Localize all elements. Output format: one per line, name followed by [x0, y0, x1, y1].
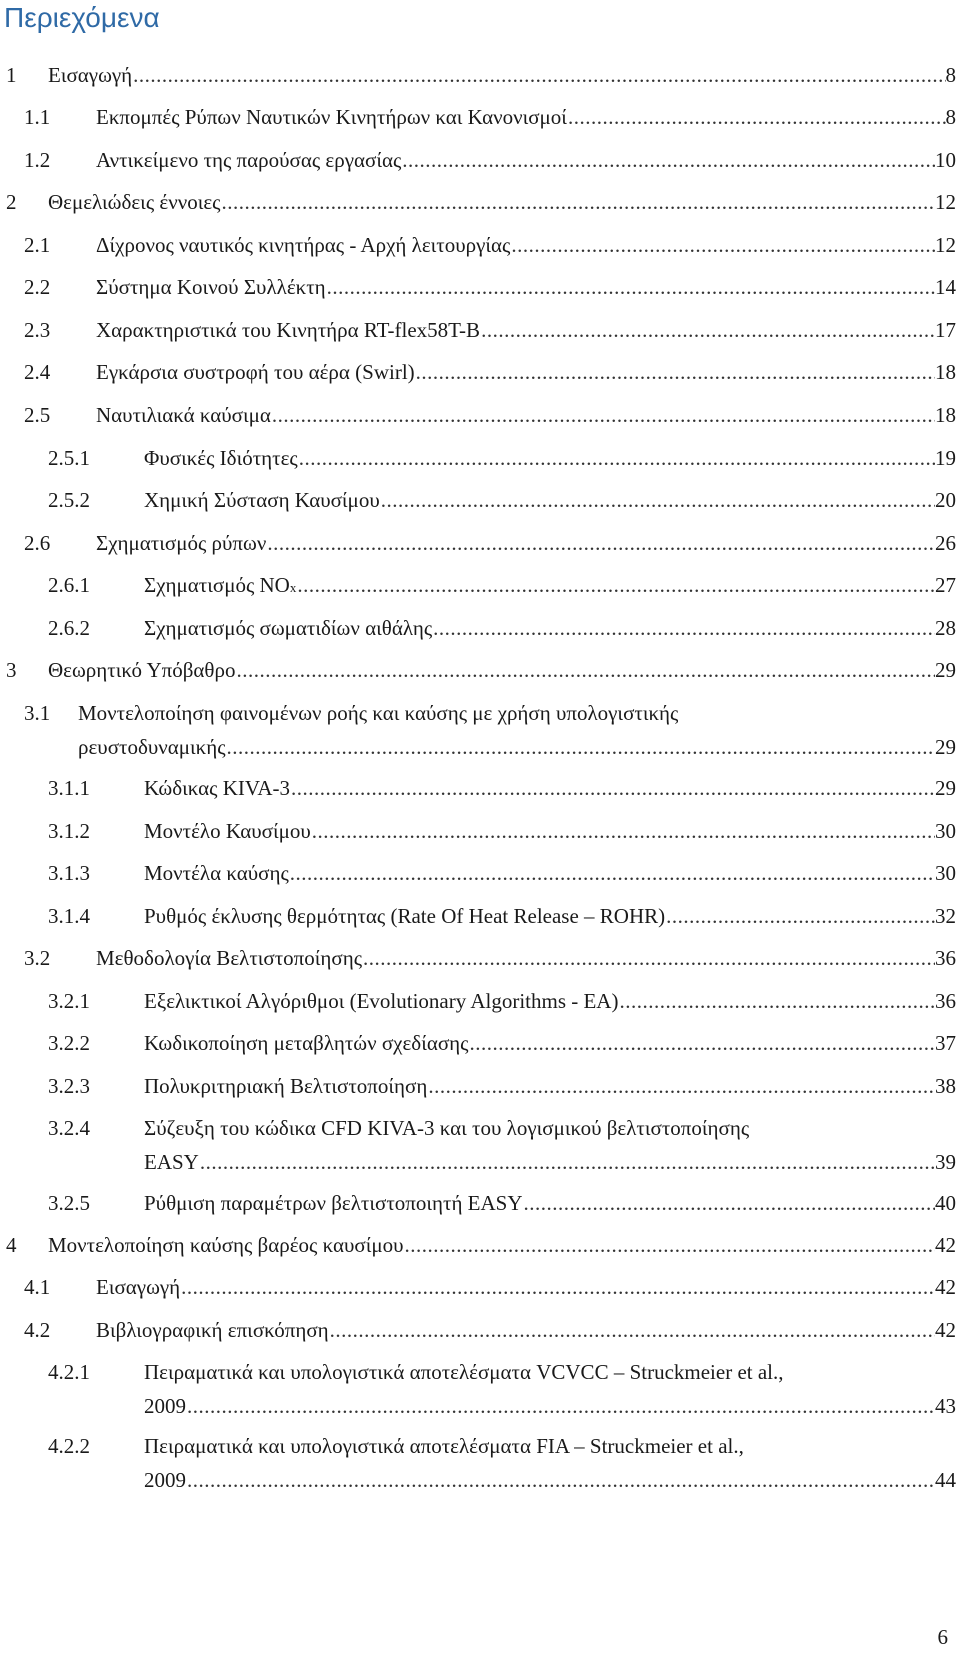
toc-entry-number: 3.1.4 [48, 904, 90, 928]
toc-entry-title: 2009 [144, 1468, 186, 1492]
toc-dot-leader [480, 315, 935, 345]
toc-entry[interactable] [0, 698, 960, 764]
toc-entry-title: Βιβλιογραφική επισκόπηση [96, 1318, 329, 1342]
toc-entry[interactable] [0, 102, 960, 132]
toc-entry-number: 3.1.3 [48, 861, 90, 885]
toc-entry-number: 3.2.3 [48, 1074, 90, 1098]
toc-entry-number: 3.2.2 [48, 1031, 90, 1055]
toc-entry-page: 20 [935, 488, 956, 512]
toc-dot-leader [510, 230, 935, 260]
toc-dot-leader [618, 986, 935, 1016]
toc-entry-title: Πολυκριτηριακή Βελτιστοποίηση [144, 1074, 428, 1098]
toc-dot-leader [432, 613, 935, 643]
toc-entry[interactable] [0, 1188, 960, 1218]
toc-entry-number: 3.1.2 [48, 819, 90, 843]
toc-dot-leader [298, 443, 935, 473]
toc-entry-title: Ναυτιλιακά καύσιμα [96, 403, 271, 427]
toc-entry-number: 4.2 [24, 1318, 51, 1342]
toc-entry[interactable] [0, 613, 960, 643]
toc-dot-leader [311, 816, 935, 846]
toc-entry-page: 43 [935, 1394, 956, 1418]
toc-dot-leader [523, 1188, 935, 1218]
toc-entry[interactable] [0, 443, 960, 473]
toc-entry-page: 29 [935, 735, 956, 759]
toc-entry-page: 38 [935, 1074, 956, 1098]
toc-entry[interactable] [0, 570, 960, 600]
toc-entry-title: Χαρακτηριστικά του Κινητήρα RT-flex58T-B [96, 318, 481, 342]
toc-entry-title: Μοντέλα καύσης [144, 861, 289, 885]
toc-entry-page: 10 [935, 148, 956, 172]
toc-dot-leader [289, 858, 935, 888]
toc-entry-title: Κωδικοποίηση μεταβλητών σχεδίασης [144, 1031, 469, 1055]
toc-entry[interactable] [0, 1071, 960, 1101]
toc-entry[interactable] [0, 1315, 960, 1345]
toc-entry[interactable] [0, 528, 960, 558]
toc-entry-page: 42 [935, 1275, 956, 1299]
toc-entry-title: 2009 [144, 1394, 186, 1418]
toc-dot-leader [362, 943, 935, 973]
toc-entry[interactable] [0, 773, 960, 803]
toc-entry-number: 2.2 [24, 275, 51, 299]
toc-entry-title: Πειραματικά και υπολογιστικά αποτελέσματα FIA – Struckmeier et al., [144, 1434, 744, 1458]
toc-entry[interactable] [0, 816, 960, 846]
toc-dot-leader [132, 60, 945, 90]
toc-dot-leader [226, 732, 935, 762]
toc-dot-leader [186, 1465, 935, 1495]
toc-entry-page: 39 [935, 1150, 956, 1174]
toc-dot-leader [180, 1272, 935, 1302]
toc-entry-number: 3.2 [24, 946, 51, 970]
toc-entry-page: 30 [935, 819, 956, 843]
toc-dot-leader [567, 102, 946, 132]
toc-entry-number: 4.2.1 [48, 1360, 90, 1384]
toc-entry-page: 30 [935, 861, 956, 885]
page-title: Περιεχόμενα [4, 2, 160, 33]
toc-entry-number: 2.1 [24, 233, 51, 257]
toc-entry-page: 42 [935, 1318, 956, 1342]
toc-entry-number: 4.1 [24, 1275, 51, 1299]
toc-entry[interactable] [0, 986, 960, 1016]
toc-entry-number: 2.3 [24, 318, 51, 342]
toc-entry-title: Ρυθμός έκλυσης θερμότητας (Rate Of Heat Release – ROHR) [144, 904, 666, 928]
toc-entry-number: 3.1 [24, 701, 51, 725]
toc-entry-number: 2.5 [24, 403, 51, 427]
toc-dot-leader [665, 901, 935, 931]
toc-entry[interactable] [0, 943, 960, 973]
toc-entry-title: Δίχρονος ναυτικός κινητήρας - Αρχή λειτουργίας [96, 233, 511, 257]
toc-entry[interactable] [0, 1272, 960, 1302]
toc-dot-leader [427, 1071, 935, 1101]
toc-entry-page: 29 [935, 776, 956, 800]
toc-dot-leader [235, 655, 935, 685]
toc-entry[interactable] [0, 485, 960, 515]
toc-entry-page: 17 [935, 318, 956, 342]
toc-entry-number: 3.2.4 [48, 1116, 90, 1140]
toc-entry-title: Κώδικας KIVA-3 [144, 776, 290, 800]
toc-entry-page: 27 [935, 573, 956, 597]
toc-entry[interactable] [0, 315, 960, 345]
toc-entry-page: 37 [935, 1031, 956, 1055]
toc-entry-number: 1.2 [24, 148, 51, 172]
toc-entry-title: Μοντελοποίηση καύσης βαρέος καυσίμου [48, 1233, 404, 1257]
toc-entry-title: Εγκάρσια συστροφή του αέρα (Swirl) [96, 360, 415, 384]
toc-entry-title: Μοντελοποίηση φαινομένων ροής και καύσης με χρήση υπολογιστικής [78, 701, 679, 725]
toc-entry-number: 3.2.1 [48, 989, 90, 1013]
toc-entry-number: 2.6 [24, 531, 51, 555]
toc-entry-page: 12 [935, 233, 956, 257]
toc-entry-number: 2.6.2 [48, 616, 90, 640]
toc-entry-subscript: x [289, 580, 297, 595]
toc-entry-title: Σχηματισμός ρύπων [96, 531, 267, 555]
toc-entry-page: 18 [935, 360, 956, 384]
toc-entry-page: 18 [935, 403, 956, 427]
toc-entry[interactable] [0, 145, 960, 175]
toc-entry-title: ρευστοδυναμικής [78, 735, 226, 759]
toc-entry-number: 4 [6, 1233, 17, 1257]
toc-dot-leader [468, 1028, 935, 1058]
toc-entry-title: Θεμελιώδεις έννοιες [48, 190, 221, 214]
toc-entry-number: 1 [6, 63, 17, 87]
toc-entry-page: 14 [935, 275, 956, 299]
toc-entry-page: 19 [935, 446, 956, 470]
toc-entry-page: 36 [935, 989, 956, 1013]
toc-entry-title: Πειραματικά και υπολογιστικά αποτελέσματα VCVCC – Struckmeier et al., [144, 1360, 784, 1384]
toc-entry-page: 36 [935, 946, 956, 970]
toc-entry[interactable] [0, 1230, 960, 1260]
toc-entry-page: 42 [935, 1233, 956, 1257]
toc-entry-title: Σχηματισμός NO [144, 573, 290, 597]
toc-entry-title: Ρύθμιση παραμέτρων βελτιστοποιητή EASY [144, 1191, 523, 1215]
toc-entry-page: 40 [935, 1191, 956, 1215]
toc-entry-page: 12 [935, 190, 956, 214]
toc-entry-number: 3.2.5 [48, 1191, 90, 1215]
toc-entry-page: 32 [935, 904, 956, 928]
toc-entry-title: Χημική Σύσταση Καυσίμου [144, 488, 380, 512]
toc-entry-title: Σύζευξη του κώδικα CFD KIVA-3 και του λογισμικού βελτιστοποίησης [144, 1116, 750, 1140]
toc-entry-number: 2.5.1 [48, 446, 90, 470]
toc-entry[interactable] [0, 1431, 960, 1497]
toc-entry-title: Μοντέλο Καυσίμου [144, 819, 311, 843]
toc-entry-title: Θεωρητικό Υπόβαθρο [48, 658, 236, 682]
toc-entry-title: Εισαγωγή [48, 63, 133, 87]
toc-entry-title: EASY [144, 1150, 199, 1174]
toc-entry-number: 3.1.1 [48, 776, 90, 800]
toc-entry-number: 1.1 [24, 105, 51, 129]
toc-entry-title: Εισαγωγή [96, 1275, 181, 1299]
toc-entry[interactable] [0, 187, 960, 217]
toc-entry[interactable] [0, 1113, 960, 1179]
toc-dot-leader [329, 1315, 935, 1345]
toc-entry-page: 26 [935, 531, 956, 555]
toc-entry[interactable] [0, 858, 960, 888]
page-number: 6 [937, 1625, 948, 1649]
toc-entry-title: Μεθοδολογία Βελτιστοποίησης [96, 946, 363, 970]
toc-dot-leader [404, 1230, 935, 1260]
toc-entry[interactable] [0, 1357, 960, 1423]
toc-dot-leader [326, 272, 935, 302]
toc-dot-leader [415, 357, 935, 387]
toc-dot-leader [290, 773, 935, 803]
toc-entry-number: 2 [6, 190, 17, 214]
toc-dot-leader [266, 528, 935, 558]
toc-dot-leader [380, 485, 935, 515]
toc-dot-leader [199, 1147, 935, 1177]
toc-entry-title: Εκπομπές Ρύπων Ναυτικών Κινητήρων και Κανονισμοί [96, 105, 567, 129]
toc-dot-leader [401, 145, 935, 175]
toc-entry-page: 8 [945, 105, 956, 129]
toc-entry[interactable] [0, 357, 960, 387]
toc-dot-leader [271, 400, 935, 430]
toc-entry-number: 2.5.2 [48, 488, 90, 512]
toc-dot-leader [186, 1391, 935, 1421]
toc-entry-title: Σχηματισμός σωματιδίων αιθάλης [144, 616, 433, 640]
toc-entry-number: 4.2.2 [48, 1434, 90, 1458]
toc-entry-page: 44 [935, 1468, 956, 1492]
toc-entry-title: Σύστημα Κοινού Συλλέκτη [96, 275, 326, 299]
toc-entry-page: 29 [935, 658, 956, 682]
toc-entry[interactable] [0, 1028, 960, 1058]
toc-entry[interactable] [0, 901, 960, 931]
toc-entry-page: 8 [945, 63, 956, 87]
toc-entry-title: Αντικείμενο της παρούσας εργασίας [96, 148, 402, 172]
toc-entry[interactable] [0, 60, 960, 90]
toc-dot-leader [220, 187, 935, 217]
toc-dot-leader [296, 570, 935, 600]
toc-entry-number: 2.6.1 [48, 573, 90, 597]
toc-entry[interactable] [0, 230, 960, 260]
toc-entry[interactable] [0, 272, 960, 302]
toc-entry-number: 3 [6, 658, 17, 682]
toc-entry-title: Εξελικτικοί Αλγόριθμοι (Evolutionary Algorithms - EA) [144, 989, 619, 1013]
toc-entry-page: 28 [935, 616, 956, 640]
toc-entry-title: Φυσικές Ιδιότητες [144, 446, 298, 470]
toc-entry-number: 2.4 [24, 360, 51, 384]
toc-entry[interactable] [0, 655, 960, 685]
toc-entry[interactable] [0, 400, 960, 430]
